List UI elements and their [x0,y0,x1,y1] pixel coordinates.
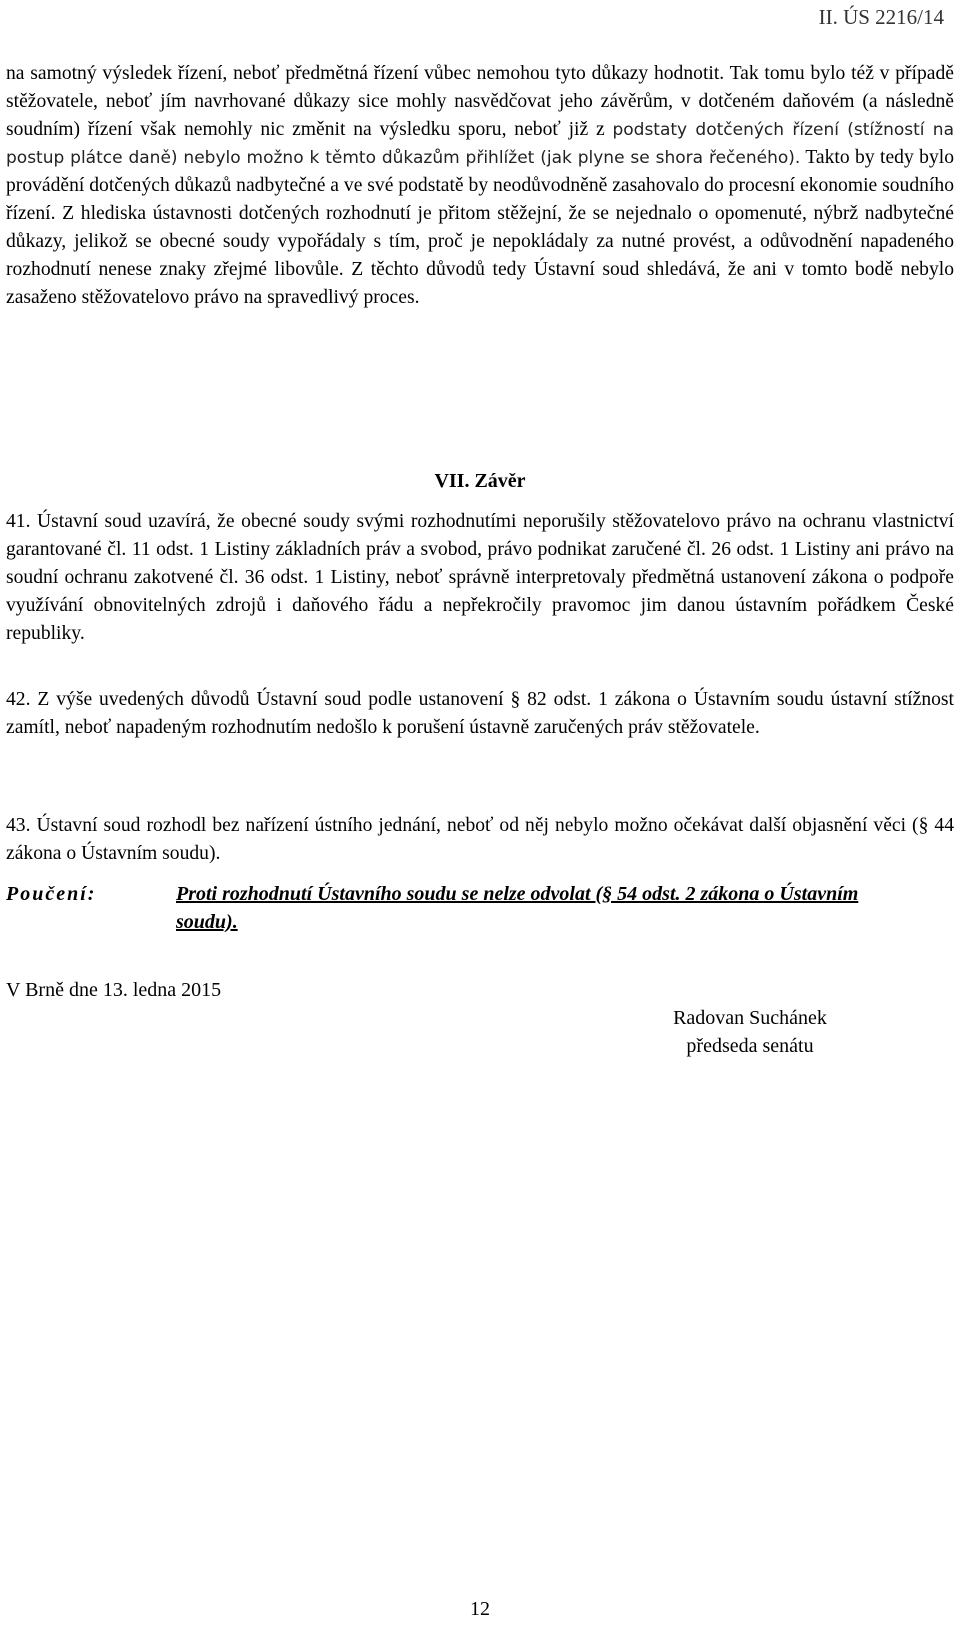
notice-label: Poučení: [6,883,97,905]
paragraph-42: 42. Z výše uvedených důvodů Ústavní soud podle ustanovení § 82 odst. 1 zákona o Ústavním soudu ústavní stížnost zamítl, neboť napadeným rozhodnutím nedošlo k porušení ústavně zaručených práv stěžovatele. [6,689,954,738]
date-place-line: V Brně dne 13. ledna 2015 [6,979,222,1001]
paragraph-43: 43. Ústavní soud rozhodl bez nařízení ústního jednání, neboť od něj nebylo možno očekávat další objasnění věci (§ 44 zákona o Ústavním soudu). [6,815,954,864]
case-number-header: II. ÚS 2216/14 [818,5,944,29]
signatory-name: Radovan Suchánek [673,1007,827,1029]
section-heading: VII. Závěr [434,470,526,492]
intro-text-part-1: na samotný výsledek řízení, neboť předmětná řízení vůbec nemohou tyto důkazy hodnotit. Tak tomu bylo též v případě stěžovatele, neboť jím navrhované důkazy sice mohly nasvědčovat jeho závěrům, v dotčeném daňovém (a následně soudním) řízení však nemohly nic změnit na výsledku sporu, neboť již z [6,63,954,140]
intro-text-sans: podstaty dotčených řízení (stížností na postup plátce daně) nebylo možno k těmto důkazům přihlížet (jak plyne se shora řečeného). [6,120,954,168]
notice-text: Proti rozhodnutí Ústavního soudu se nelze odvolat (§ 54 odst. 2 zákona o Ústavním soudu). [176,883,859,933]
intro-paragraph [6,60,954,312]
page-number: 12 [470,1598,490,1620]
signatory-title: předseda senátu [686,1035,814,1057]
intro-text-part-2: Takto by tedy bylo provádění dotčených důkazů nadbytečné a ve své podstatě by neodůvodněně zasahovalo do procesní ekonomie soudního řízení. [6,147,954,224]
intro-text-part-3: Z hlediska ústavnosti dotčených rozhodnutí je přitom stěžejní, že se nejednalo o opomenuté, nýbrž nadbytečné důkazy, jelikož se obecné soudy vypořádaly s tím, proč je nepokládaly za nutné provést, a odůvodnění napadeného rozhodnutí nenese znaky zřejmé libovůle. Z těchto důvodů tedy Ústavní soud shledává, že ani v tomto bodě nebylo zasaženo stěžovatelovo právo na spravedlivý proces. [6,203,954,308]
signature-block [640,1004,860,1060]
paragraph-41: 41. Ústavní soud uzavírá, že obecné soudy svými rozhodnutími neporušily stěžovatelovo právo na ochranu vlastnictví garantované čl. 11 odst. 1 Listiny základních práv a svobod, právo podnikat zaručené čl. 26 odst. 1 Listiny ani právo na soudní ochranu zakotvené čl. 36 odst. 1 Listiny, neboť správně interpretovaly předmětná ustanovení zákona o podpoře využívání obnovitelných zdrojů i daňového řádu a nepřekročily pravomoc jim danou ústavním pořádkem České republiky. [6,511,954,644]
